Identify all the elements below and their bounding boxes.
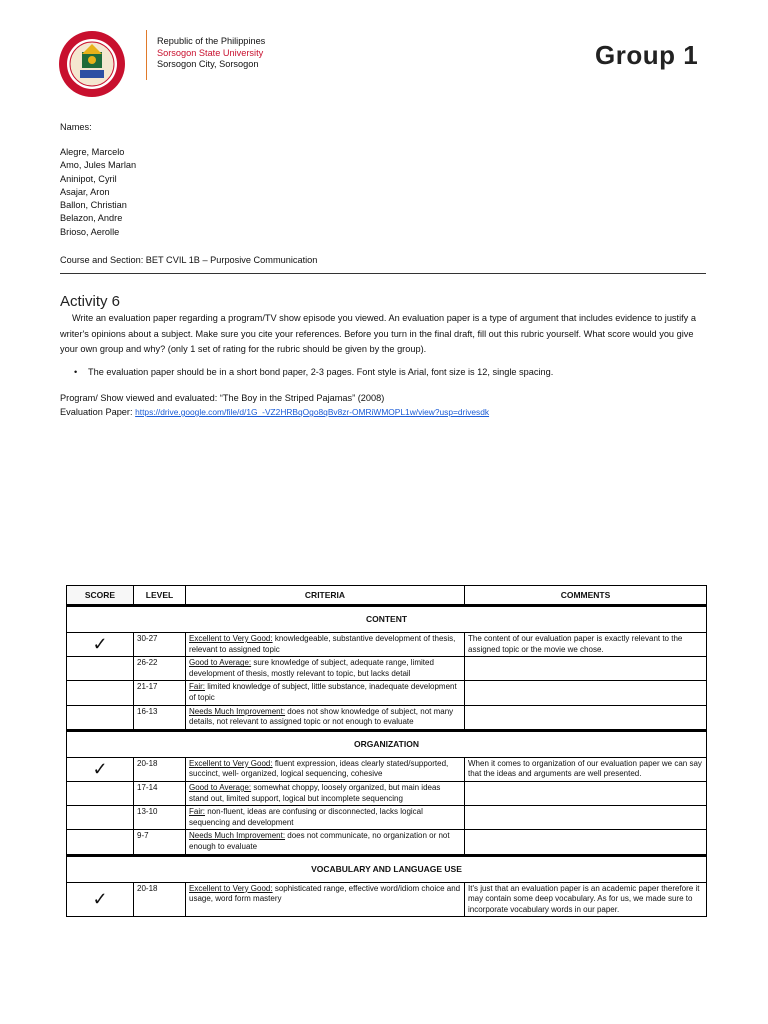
criteria-cell (186, 830, 465, 855)
table-row (67, 757, 707, 781)
level-cell: 26-22 (134, 657, 186, 681)
criteria-label: Excellent to Very Good: (189, 634, 273, 643)
table-row (67, 882, 707, 917)
evaluation-paper-link[interactable]: https://drive.google.com/file/d/1G_-VZ2HRBqOgo8qBv8zr-OMRiWMOPL1w/view?usp=drivesdk (135, 407, 490, 417)
criteria-cell (186, 757, 465, 781)
comment-cell (465, 830, 707, 855)
criteria-cell (186, 781, 465, 805)
score-cell (67, 781, 134, 805)
header-divider (146, 30, 147, 80)
bullet-icon: • (74, 367, 78, 377)
name-item: Brioso, Aerolle (60, 226, 120, 237)
header-text (157, 36, 265, 71)
comment-cell (465, 705, 707, 730)
comment-cell: It's just that an evaluation paper is an academic paper therefore it may contain some deep vocabulary. As for us, we made sure to incorporate vocabulary words in our paper. (465, 882, 707, 917)
criteria-label: Excellent to Very Good: (189, 883, 273, 893)
criteria-text: somewhat choppy, loosely organized, but main ideas stand out, limited support, logical but incomplete sequencing (189, 782, 441, 803)
city-text: Sorsogon City, Sorsogon (157, 59, 259, 69)
criteria-label: Needs Much Improvement: (189, 831, 286, 841)
section-row (67, 730, 707, 757)
comment-cell: When it comes to organization of our evaluation paper we can say that the ideas and arguments are well presented. (465, 757, 707, 781)
table-row (67, 681, 707, 705)
level-cell: 17-14 (134, 781, 186, 805)
score-cell (67, 681, 134, 705)
criteria-label: Excellent to Very Good: (189, 758, 273, 768)
comment-cell (465, 781, 707, 805)
criteria-label: Fair: (189, 807, 205, 817)
criteria-label: Needs Much Improvement: (189, 706, 286, 716)
score-cell (67, 830, 134, 855)
score-header: SCORE (67, 586, 134, 606)
section-title: VOCABULARY AND LANGUAGE USE (67, 855, 707, 882)
table-row (67, 781, 707, 805)
university-seal-logo (58, 30, 126, 98)
level-cell: 13-10 (134, 806, 186, 830)
checkmark-icon: ✓ (92, 889, 108, 910)
criteria-cell (186, 806, 465, 830)
activity-instructions: Write an evaluation paper regarding a program/TV show episode you viewed. An evaluation paper is a type of argument that includes evidence to justify a writer's opinions about a subject. Make sure you cite your references. Before you turn in the final draft, fill out this rubric yourself. What score would you give your own group and why? (only 1 set of rating for the rubric should be given by the group). (60, 313, 696, 354)
comment-cell (465, 657, 707, 681)
names-label: Names: (60, 122, 92, 132)
names-list (60, 146, 136, 239)
section-row (67, 855, 707, 882)
table-row (67, 830, 707, 855)
table-header-row (67, 586, 707, 606)
level-cell: 20-18 (134, 882, 186, 917)
evaluation-paper-line (60, 406, 489, 419)
checkmark-icon: ✓ (92, 759, 108, 780)
name-item: Amo, Jules Marlan (60, 160, 137, 171)
level-header: LEVEL (134, 586, 186, 606)
level-cell: 9-7 (134, 830, 186, 855)
criteria-label: Fair: (189, 682, 205, 692)
score-cell (67, 882, 134, 917)
university-name: Sorsogon State University (157, 47, 264, 58)
section-row (67, 606, 707, 633)
name-item: Belazon, Andre (60, 213, 123, 224)
bullet-text: The evaluation paper should be in a short bond paper, 2-3 pages. Font style is Arial, font size is 12, single spacing. (88, 367, 554, 377)
criteria-cell (186, 657, 465, 681)
criteria-text: sophisticated range, effective word/idiom choice and usage, word form mastery (189, 883, 461, 904)
name-item: Ballon, Christian (60, 200, 127, 211)
score-cell (67, 757, 134, 781)
criteria-text: does not communicate, no organization or not enough to evaluate (189, 831, 450, 851)
course-section: Course and Section: BET CVIL 1B – Purposive Communication (60, 255, 318, 265)
criteria-text: non-fluent, ideas are confusing or disconnected, lacks logical sequencing and development (189, 807, 423, 827)
criteria-text: fluent expression, ideas clearly stated/supported, succinct, well- organized, logical sequencing, cohesive (189, 758, 449, 779)
name-item: Alegre, Marcelo (60, 147, 125, 157)
level-cell: 20-18 (134, 757, 186, 781)
name-item: Asajar, Aron (60, 186, 110, 197)
criteria-label: Good to Average: (189, 658, 252, 668)
table-row (67, 806, 707, 830)
table-row (67, 657, 707, 681)
criteria-cell (186, 633, 465, 657)
comments-header: COMMENTS (465, 586, 707, 606)
level-cell: 16-13 (134, 705, 186, 730)
bullet-item (74, 366, 704, 379)
criteria-label: Good to Average: (189, 782, 252, 792)
score-cell (67, 657, 134, 681)
republic-text: Republic of the Philippines (157, 36, 266, 46)
evaluation-paper-label: Evaluation Paper: (60, 407, 133, 417)
criteria-text: sure knowledge of subject, adequate range, limited development of thesis, mostly relevant to topic, but lacks detail (189, 658, 434, 678)
level-cell: 30-27 (134, 633, 186, 657)
criteria-text: limited knowledge of subject, little substance, inadequate development of topic (189, 682, 457, 702)
name-item: Aninipot, Cyril (60, 173, 117, 184)
criteria-cell (186, 705, 465, 730)
criteria-cell (186, 681, 465, 705)
score-cell (67, 705, 134, 730)
score-cell (67, 633, 134, 657)
table-row (67, 633, 707, 657)
activity-title: Activity 6 (60, 293, 121, 310)
group-title: Group 1 (595, 40, 699, 70)
criteria-cell (186, 882, 465, 917)
comment-cell (465, 806, 707, 830)
criteria-text: does not show knowledge of subject, not many details, not relevant to assigned topic or not enough to evaluate (189, 706, 454, 727)
checkmark-icon: ✓ (92, 634, 108, 655)
horizontal-rule (60, 273, 706, 274)
section-title: ORGANIZATION (67, 730, 707, 757)
comment-cell: The content of our evaluation paper is exactly relevant to the assigned topic or the movie we chose. (465, 633, 707, 657)
rubric-table (66, 585, 707, 917)
section-title: CONTENT (67, 606, 707, 633)
level-cell: 21-17 (134, 681, 186, 705)
comment-cell (465, 681, 707, 705)
table-row (67, 705, 707, 730)
criteria-header: CRITERIA (186, 586, 465, 606)
score-cell (67, 806, 134, 830)
program-line: Program/ Show viewed and evaluated: “The Boy in the Striped Pajamas” (2008) (60, 393, 385, 403)
criteria-text: knowledgeable, substantive development of thesis, relevant to assigned topic (189, 634, 456, 654)
